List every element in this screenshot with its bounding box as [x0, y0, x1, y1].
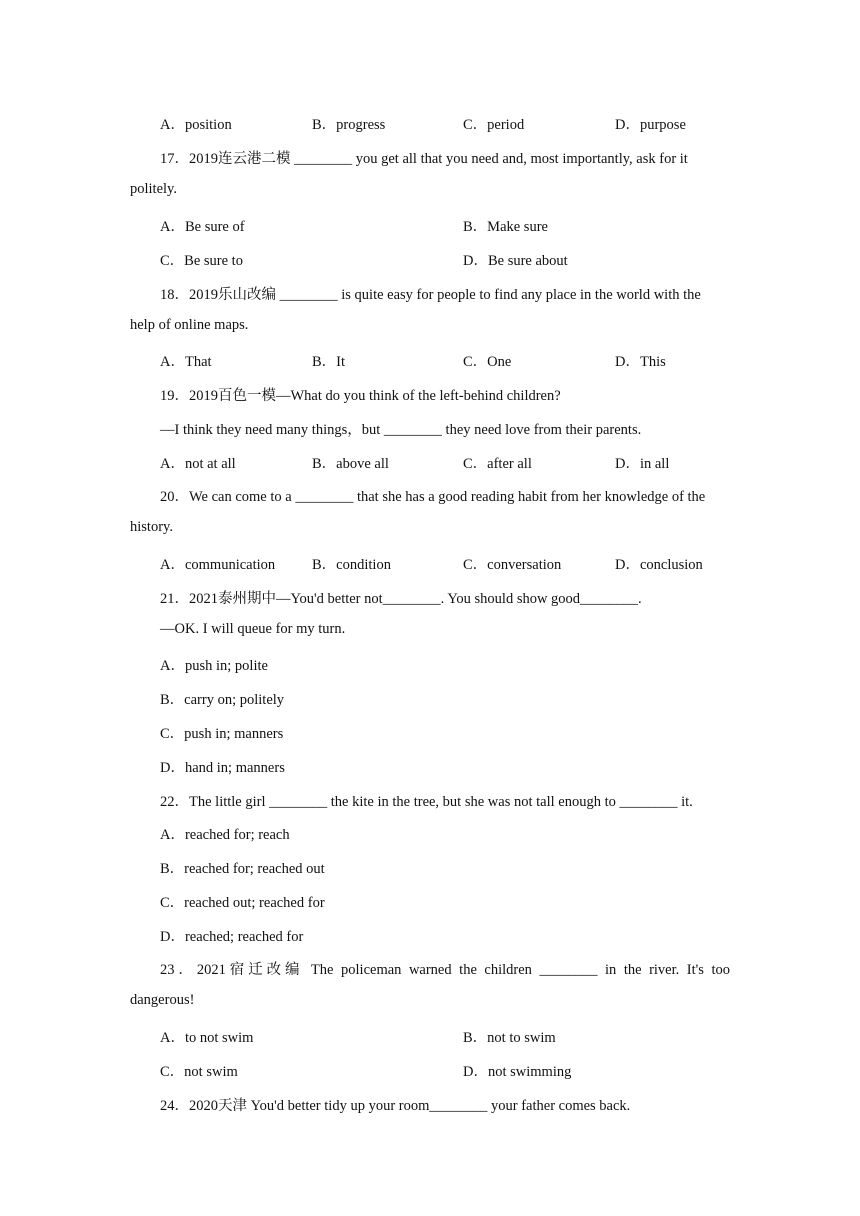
q19-stem-line1: 19．2019百色一模—What do you think of the left-behind children?: [160, 388, 561, 404]
q19-option-b: B．above all: [312, 456, 389, 472]
q23-option-a: A．to not swim: [160, 1030, 254, 1046]
q21-option-b: B．carry on; politely: [160, 692, 285, 708]
q24-stem-line1: 24．2020天津 You'd better tidy up your room________ your father comes back.: [160, 1098, 631, 1114]
q21-option-c: C．push in; manners: [160, 726, 284, 742]
q17-option-c: C．Be sure to: [160, 253, 243, 269]
q21-stem-line1: 21．2021泰州期中—You'd better not________. You should show good________.: [160, 591, 642, 607]
q22-option-a: A．reached for; reach: [160, 827, 290, 843]
q17-option-b: B．Make sure: [463, 219, 548, 235]
q20-option-a: A．communication: [160, 557, 276, 573]
q22-option-c: C．reached out; reached for: [160, 895, 325, 911]
q19-option-d: D．in all: [615, 456, 670, 472]
q18-option-c: C．One: [463, 354, 512, 370]
q22-option-b: B．reached for; reached out: [160, 861, 325, 877]
q21-stem-line2: —OK. I will queue for my turn.: [160, 621, 346, 637]
q23-stem-line2: dangerous!: [130, 992, 195, 1008]
q18-stem-line1: 18．2019乐山改编 ________ is quite easy for people to find any place in the world with the: [160, 287, 701, 303]
q20-stem-line1: 20．We can come to a ________ that she has a good reading habit from her knowledge of the: [160, 489, 706, 505]
q21-option-d: D．hand in; manners: [160, 760, 285, 776]
q18-option-b: B．It: [312, 354, 346, 370]
q23-stem-line1: 23．2021宿迁改编 The policeman warned the children ________ in the river. It's too: [160, 962, 730, 978]
q23-option-c: C．not swim: [160, 1064, 238, 1080]
q20-option-d: D．conclusion: [615, 557, 703, 573]
q16-option-a: A．position: [160, 117, 232, 133]
q18-option-a: A．That: [160, 354, 212, 370]
q16-option-c: C．period: [463, 117, 525, 133]
q17-option-d: D．Be sure about: [463, 253, 568, 269]
q19-stem-line2: —I think they need many things，but ________ they need love from their parents.: [160, 422, 642, 438]
q23-option-b: B．not to swim: [463, 1030, 556, 1046]
q17-stem-line1: 17．2019连云港二模 ________ you get all that you need and, most importantly, ask for it: [160, 151, 688, 167]
q16-option-d: D．purpose: [615, 117, 686, 133]
q20-stem-line2: history.: [130, 519, 173, 535]
q20-option-b: B．condition: [312, 557, 391, 573]
q20-option-c: C．conversation: [463, 557, 562, 573]
q17-option-a: A．Be sure of: [160, 219, 245, 235]
q22-stem-line1: 22．The little girl ________ the kite in the tree, but she was not tall enough to ________ it.: [160, 794, 693, 810]
q21-option-a: A．push in; polite: [160, 658, 268, 674]
q18-option-d: D．This: [615, 354, 666, 370]
q19-option-c: C．after all: [463, 456, 532, 472]
q17-stem-line2: politely.: [130, 181, 177, 197]
q16-option-b: B．progress: [312, 117, 386, 133]
q23-option-d: D．not swimming: [463, 1064, 572, 1080]
q18-stem-line2: help of online maps.: [130, 317, 249, 333]
q22-option-d: D．reached; reached for: [160, 929, 304, 945]
q19-option-a: A．not at all: [160, 456, 236, 472]
